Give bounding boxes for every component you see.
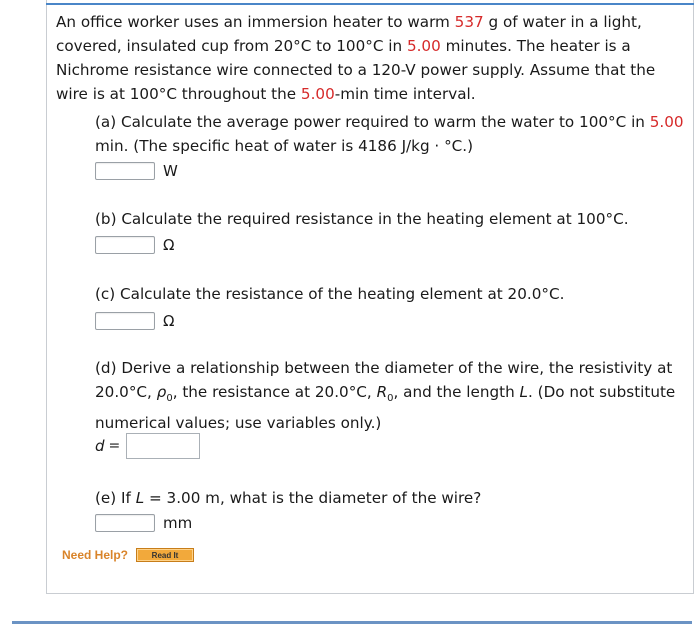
problem-statement: An office worker uses an immersion heater to warm 537 g of water in a light, covered, insulated cup from 20°C to 100°C in 5.00 minutes. The heater is a Nichrome resistance wire connected to a 120-V power supply. Assume that the wire is at 100°C throughout the 5.00-min time interval. xyxy=(56,13,656,103)
mass-value: 537 xyxy=(454,13,484,31)
part-b-answer-row xyxy=(95,234,174,256)
part-a-question: (a) Calculate the average power required to warm the water to 100°C in 5.00 min. (The specific heat of water is 4186 J/kg · °C.) xyxy=(95,113,684,155)
read-it-button[interactable]: Read It xyxy=(136,548,194,562)
time-value: 5.00 xyxy=(406,37,441,55)
part-d-variable: d xyxy=(95,437,105,455)
part-e-unit: mm xyxy=(163,514,193,532)
part-a-time: 5.00 xyxy=(649,113,684,131)
part-a-unit: W xyxy=(163,162,178,180)
part-c-question: (c) Calculate the resistance of the heating element at 20.0°C. xyxy=(95,285,565,303)
part-b-answer-input[interactable] xyxy=(95,236,155,254)
part-d-equals: = xyxy=(108,438,121,454)
part-c-answer-input[interactable] xyxy=(95,312,155,330)
part-e-question: (e) If L = 3.00 m, what is the diameter of the wire? xyxy=(95,489,482,507)
top-divider xyxy=(46,3,694,5)
part-d-answer-row xyxy=(95,432,200,460)
need-help-label: Need Help? xyxy=(62,548,129,562)
part-c-answer-row xyxy=(95,310,174,332)
part-e-answer-row xyxy=(95,512,192,534)
part-d-question: (d) Derive a relationship between the diameter of the wire, the resistivity at 20.0°C, $\rho_0$, the resistance at 20.0°C, $R_0$, and the length L. (Do not substitute numerical values; use variables only.) xyxy=(95,359,676,433)
time-value-2: 5.00 xyxy=(300,85,335,103)
part-a-answer-input[interactable] xyxy=(95,162,155,180)
need-help-section xyxy=(62,548,194,562)
bottom-divider xyxy=(12,621,692,624)
part-b-question: (b) Calculate the required resistance in the heating element at 100°C. xyxy=(95,210,629,228)
part-c-unit: Ω xyxy=(163,312,175,330)
part-b-unit: Ω xyxy=(163,236,175,254)
part-e-answer-input[interactable] xyxy=(95,514,155,532)
part-d-answer-input[interactable] xyxy=(126,433,200,459)
part-a-answer-row xyxy=(95,160,178,182)
